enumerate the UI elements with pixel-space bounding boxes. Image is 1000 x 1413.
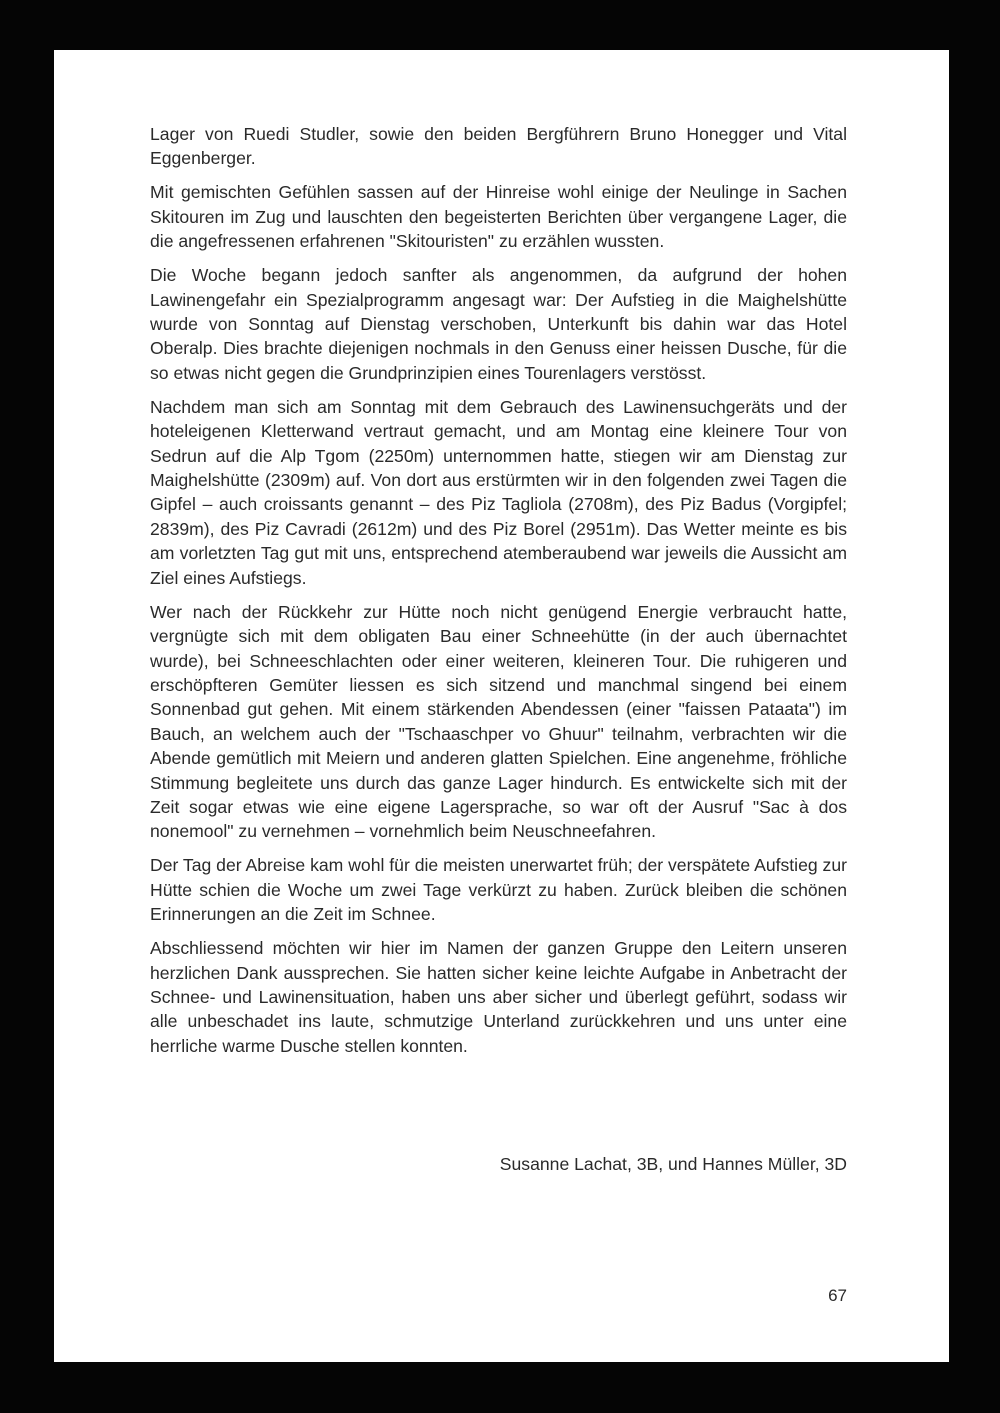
paragraph: Lager von Ruedi Studler, sowie den beiden Bergführern Bruno Honegger und Vital Eggenberger. [150,124,847,169]
paragraph: Die Woche begann jedoch sanfter als angenommen, da aufgrund der hohen Lawinengefahr ein Spezialprogramm angesagt war: Der Aufstieg in die Maighelshütte wurde von Sonntag auf Dienstag verschoben, Unterkunft bis dahin war das Hotel Oberalp. Dies brachte diejenigen nochmals in den Genuss einer heissen Dusche, für die so etwas nicht gegen die Grundprinzipien eines Tourenlagers verstösst. [150,265,847,383]
page-number: 67 [828,1286,847,1305]
paragraph: Nachdem man sich am Sonntag mit dem Gebrauch des Lawinensuchgeräts und der hoteleigenen Kletterwand vertraut gemacht, und am Montag eine kleinere Tour von Sedrun auf die Alp Tgom (2250m) unternommen hatte, stiegen wir am Dienstag zur Maighelshütte (2309m) auf. Von dort aus erstürmten wir in den folgenden zwei Tagen die Gipfel – auch croissants genannt – des Piz Tagliola (2708m), des Piz Badus (Vorgipfel; 2839m), des Piz Cavradi (2612m) und des Piz Borel (2951m). Das Wetter meinte es bis am vorletzten Tag gut mit uns, entsprechend atemberaubend war jeweils die Aussicht am Ziel eines Aufstiegs. [150,396,847,588]
paragraph: Mit gemischten Gefühlen sassen auf der Hinreise wohl einige der Neulinge in Sachen Skitouren im Zug und lauschten den begeisterten Berichten über vergangene Lager, die die angefressenen erfahrenen "Skitouristen" zu erzählen wussten. [150,182,847,252]
author-signature: Susanne Lachat, 3B, und Hannes Müller, 3D [499,1154,847,1174]
paragraph: Wer nach der Rückkehr zur Hütte noch nicht genügend Energie verbraucht hatte, vergnügte sich mit dem obligaten Bau einer Schneehütte (in der auch übernachtet wurde), bei Schneeschlachten oder einer weiteren, kleineren Tour. Die ruhigeren und erschöpfteren Gemüter liessen es sich sitzend und manchmal singend bei einem Sonnenbad gut gehen. Mit einem stärkenden Abendessen (einer "faissen Pataata") im Bauch, an welchem auch der "Tschaaschper vo Ghuur" teilnahm, verbrachten wir die Abende gemütlich mit Meiern und anderen glatten Spielchen. Eine angenehme, fröhliche Stimmung begleitete uns durch das ganze Lager hindurch. Es entwickelte sich mit der Zeit sogar etwas wie eine eigene Lagersprache, so war oft der Ausruf "Sac à dos nonemool" zu vernehmen – vornehmlich beim Neuschneefahren. [150,601,847,842]
article-body [150,122,847,1068]
paragraph: Abschliessend möchten wir hier im Namen der ganzen Gruppe den Leitern unseren herzlichen Dank aussprechen. Sie hatten sicher keine leichte Aufgabe in Anbetracht der Schnee- und Lawinensituation, haben uns aber sicher und überlegt geführt, sodass wir alle unbeschadet ins laute, schmutzige Unterland zurückkehren und uns unter eine herrliche warme Dusche stellen konnten. [150,938,847,1056]
paragraph: Der Tag der Abreise kam wohl für die meisten unerwartet früh; der verspätete Aufstieg zur Hütte schien die Woche um zwei Tage verkürzt zu haben. Zurück bleiben die schönen Erinnerungen an die Zeit im Schnee. [150,855,847,925]
document-page [54,50,949,1362]
